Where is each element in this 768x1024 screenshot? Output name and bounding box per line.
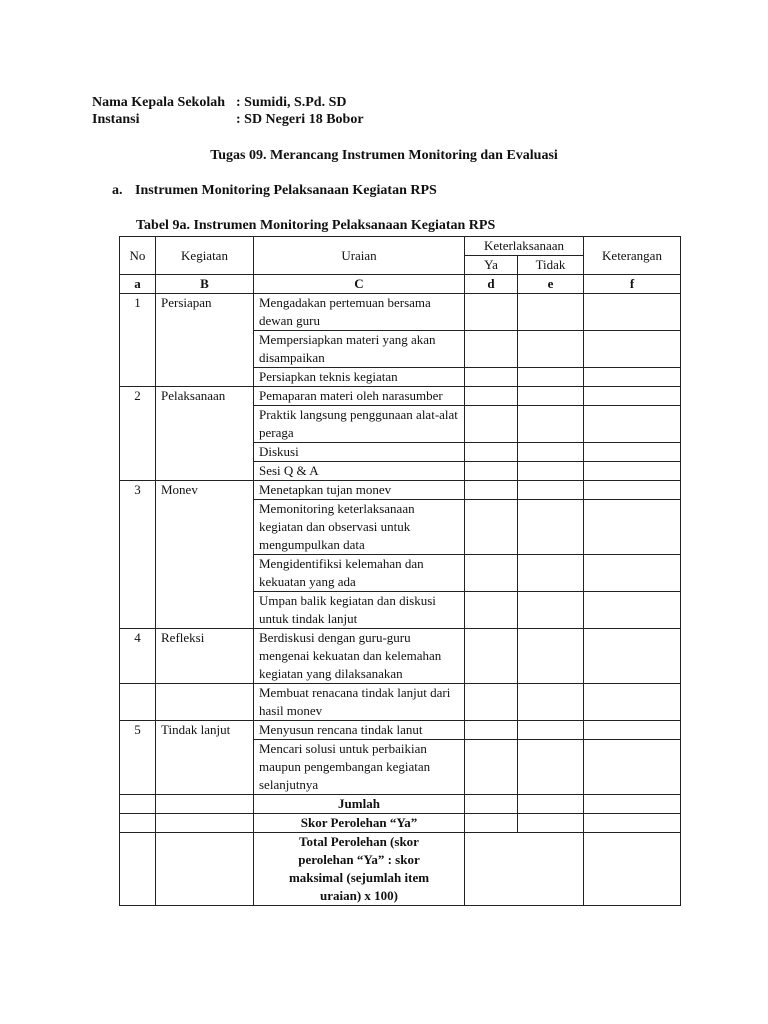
keterangan-cell[interactable] — [584, 592, 681, 629]
index-cell: d — [465, 275, 518, 294]
activity-name: Pelaksanaan — [156, 387, 254, 481]
header-tidak: Tidak — [518, 256, 584, 275]
uraian-cell: Mencari solusi untuk perbaikian maupun pengembangan kegiatan selanjutnya — [254, 740, 465, 795]
header-keterangan: Keterangan — [584, 237, 681, 275]
row-number: 2 — [120, 387, 156, 481]
index-cell: a — [120, 275, 156, 294]
uraian-cell: Menyusun rencana tindak lanut — [254, 721, 465, 740]
keterangan-cell[interactable] — [584, 684, 681, 721]
row-number: 3 — [120, 481, 156, 629]
skor-row — [120, 814, 681, 833]
ya-check-cell[interactable] — [465, 555, 518, 592]
tidak-check-cell[interactable] — [518, 368, 584, 387]
keterangan-cell[interactable] — [584, 294, 681, 331]
tidak-check-cell[interactable] — [518, 592, 584, 629]
table-row — [120, 294, 681, 331]
tidak-check-cell[interactable] — [518, 795, 584, 814]
tidak-check-cell[interactable] — [518, 443, 584, 462]
uraian-cell: Umpan balik kegiatan dan diskusi untuk tindak lanjut — [254, 592, 465, 629]
activity-name: Refleksi — [156, 629, 254, 684]
tidak-check-cell[interactable] — [518, 331, 584, 368]
identity-block — [92, 94, 364, 128]
uraian-cell: Menetapkan tujan monev — [254, 481, 465, 500]
empty-cell — [120, 833, 156, 906]
keterangan-cell[interactable] — [584, 500, 681, 555]
empty-cell — [120, 795, 156, 814]
tidak-check-cell[interactable] — [518, 387, 584, 406]
activity-name: Persiapan — [156, 294, 254, 387]
keterangan-cell[interactable] — [584, 481, 681, 500]
tidak-check-cell[interactable] — [518, 555, 584, 592]
header-keterlaksanaan: Keterlaksanaan — [465, 237, 584, 256]
empty-cell — [120, 814, 156, 833]
keterangan-cell[interactable] — [584, 443, 681, 462]
uraian-cell: Persiapkan teknis kegiatan — [254, 368, 465, 387]
ya-check-cell[interactable] — [465, 368, 518, 387]
index-cell: f — [584, 275, 681, 294]
keterangan-cell[interactable] — [584, 406, 681, 443]
ya-check-cell[interactable] — [465, 721, 518, 740]
ya-check-cell[interactable] — [465, 629, 518, 684]
skor-label: Skor Perolehan “Ya” — [254, 814, 465, 833]
ya-check-cell[interactable] — [465, 795, 518, 814]
ya-check-cell[interactable] — [465, 462, 518, 481]
keterangan-cell[interactable] — [584, 555, 681, 592]
tidak-check-cell[interactable] — [518, 481, 584, 500]
table-caption: Tabel 9a. Instrumen Monitoring Pelaksanaan Kegiatan RPS — [136, 218, 496, 233]
row-number — [120, 684, 156, 721]
tidak-check-cell[interactable] — [518, 721, 584, 740]
index-row — [120, 275, 681, 294]
header-kegiatan: Kegiatan — [156, 237, 254, 275]
keterangan-cell[interactable] — [584, 740, 681, 795]
header-no: No — [120, 237, 156, 275]
uraian-cell: Berdiskusi dengan guru-guru mengenai kekuatan dan kelemahan kegiatan yang dilaksanakan — [254, 629, 465, 684]
table-row — [120, 481, 681, 500]
keterangan-cell[interactable] — [584, 462, 681, 481]
ya-check-cell[interactable] — [465, 481, 518, 500]
ya-check-cell[interactable] — [465, 684, 518, 721]
monitoring-table — [119, 236, 681, 906]
keterangan-cell[interactable] — [584, 387, 681, 406]
uraian-cell: Memonitoring keterlaksanaan kegiatan dan observasi untuk mengumpulkan data — [254, 500, 465, 555]
table-row — [120, 629, 681, 684]
document-title: Tugas 09. Merancang Instrumen Monitoring dan Evaluasi — [210, 148, 558, 163]
uraian-cell: Diskusi — [254, 443, 465, 462]
row-number: 4 — [120, 629, 156, 684]
total-score-cell[interactable] — [465, 833, 584, 906]
keterangan-cell[interactable] — [584, 833, 681, 906]
tidak-check-cell[interactable] — [518, 500, 584, 555]
tidak-check-cell[interactable] — [518, 814, 584, 833]
ya-check-cell[interactable] — [465, 294, 518, 331]
tidak-check-cell[interactable] — [518, 406, 584, 443]
row-number: 1 — [120, 294, 156, 387]
empty-cell — [156, 795, 254, 814]
row-number: 5 — [120, 721, 156, 795]
table-row — [120, 721, 681, 740]
uraian-cell: Pemaparan materi oleh narasumber — [254, 387, 465, 406]
index-cell: e — [518, 275, 584, 294]
keterangan-cell[interactable] — [584, 814, 681, 833]
empty-cell — [156, 833, 254, 906]
uraian-cell: Membuat renacana tindak lanjut dari hasil monev — [254, 684, 465, 721]
tidak-check-cell[interactable] — [518, 684, 584, 721]
keterangan-cell[interactable] — [584, 368, 681, 387]
institution-label: Instansi — [92, 112, 140, 127]
section-marker: a. — [112, 183, 123, 198]
total-row — [120, 833, 681, 906]
keterangan-cell[interactable] — [584, 331, 681, 368]
tidak-check-cell[interactable] — [518, 740, 584, 795]
principal-name-label: Nama Kepala Sekolah — [92, 95, 226, 110]
ya-check-cell[interactable] — [465, 740, 518, 795]
activity-rows — [120, 294, 681, 795]
tidak-check-cell[interactable] — [518, 294, 584, 331]
index-cell: B — [156, 275, 254, 294]
ya-check-cell[interactable] — [465, 814, 518, 833]
institution-value: : SD Negeri 18 Bobor — [236, 112, 364, 127]
uraian-cell: Sesi Q & A — [254, 462, 465, 481]
empty-cell — [156, 814, 254, 833]
header-uraian: Uraian — [254, 237, 465, 275]
table-row — [120, 387, 681, 406]
activity-name: Monev — [156, 481, 254, 629]
uraian-cell: Mempersiapkan materi yang akan disampaikan — [254, 331, 465, 368]
ya-check-cell[interactable] — [465, 387, 518, 406]
tidak-check-cell[interactable] — [518, 629, 584, 684]
principal-name-value: : Sumidi, S.Pd. SD — [236, 95, 347, 110]
ya-check-cell[interactable] — [465, 500, 518, 555]
uraian-cell: Praktik langsung penggunaan alat-alat peraga — [254, 406, 465, 443]
keterangan-cell[interactable] — [584, 795, 681, 814]
activity-name: Tindak lanjut — [156, 721, 254, 795]
ya-check-cell[interactable] — [465, 331, 518, 368]
activity-name — [156, 684, 254, 721]
index-cell: C — [254, 275, 465, 294]
ya-check-cell[interactable] — [465, 592, 518, 629]
uraian-cell: Mengidentifiksi kelemahan dan kekuatan yang ada — [254, 555, 465, 592]
total-label: Total Perolehan (skor perolehan “Ya” : skor maksimal (sejumlah item uraian) x 100) — [254, 833, 465, 906]
table-row — [120, 684, 681, 721]
ya-check-cell[interactable] — [465, 406, 518, 443]
jumlah-label: Jumlah — [254, 795, 465, 814]
section-heading — [112, 183, 437, 199]
section-text: Instrumen Monitoring Pelaksanaan Kegiatan RPS — [135, 183, 437, 198]
uraian-cell: Mengadakan pertemuan bersama dewan guru — [254, 294, 465, 331]
ya-check-cell[interactable] — [465, 443, 518, 462]
tidak-check-cell[interactable] — [518, 462, 584, 481]
header-ya: Ya — [465, 256, 518, 275]
jumlah-row — [120, 795, 681, 814]
keterangan-cell[interactable] — [584, 721, 681, 740]
keterangan-cell[interactable] — [584, 629, 681, 684]
